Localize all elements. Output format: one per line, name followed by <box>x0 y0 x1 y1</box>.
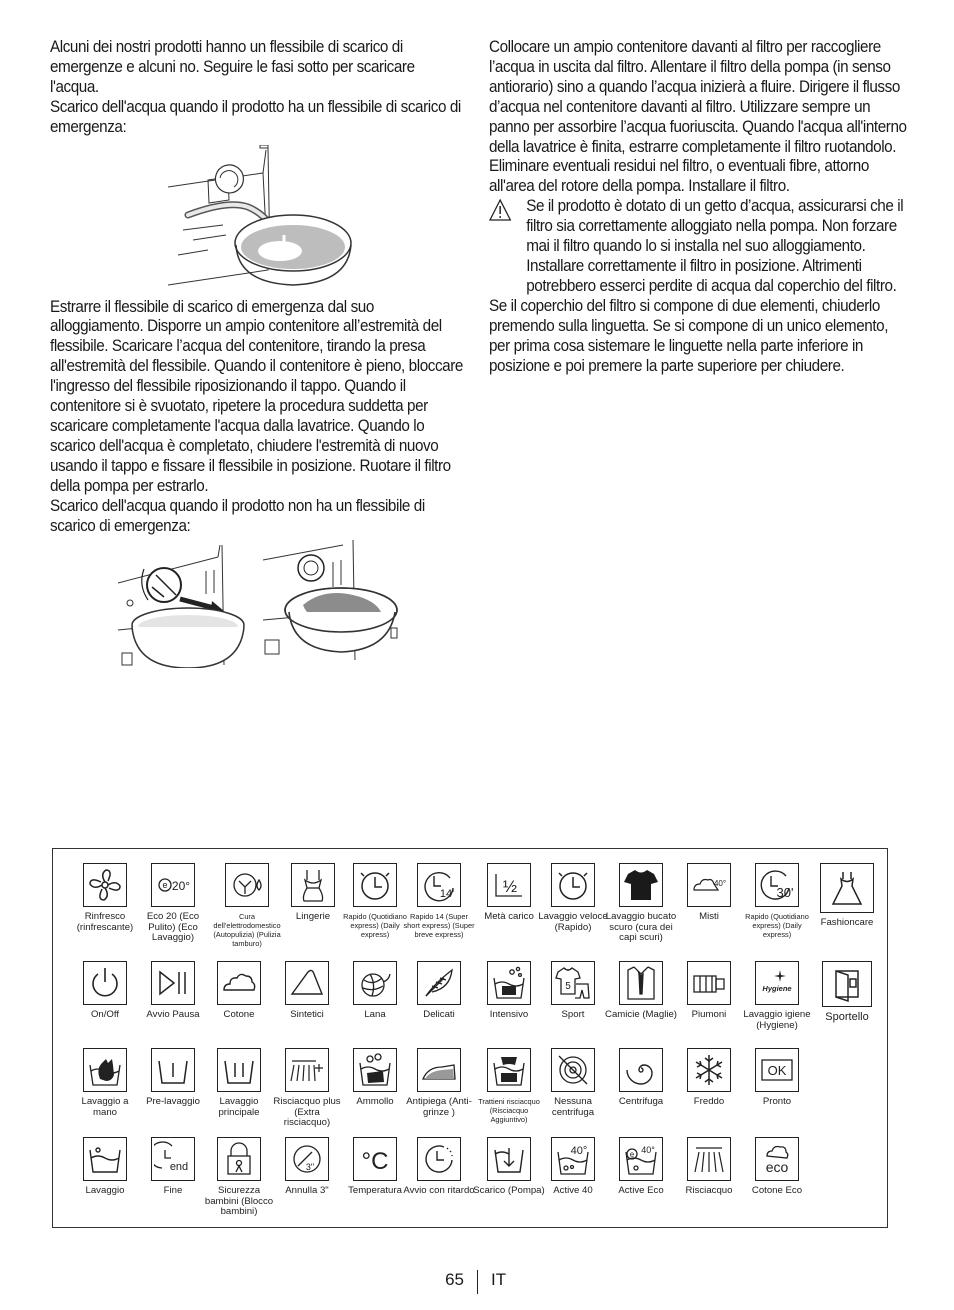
legend-item-active-eco: e 40° Active Eco <box>605 1137 677 1197</box>
synthetic-icon <box>288 964 326 1002</box>
legend-item-centrifuga: Centrifuga <box>605 1048 677 1108</box>
main-wash-icon <box>220 1051 258 1089</box>
rinse-hold-icon <box>490 1051 528 1089</box>
page-number: 65 <box>445 1270 464 1289</box>
dress-icon <box>828 869 866 907</box>
without-hose-heading: Scarico dell'acqua quando il prodotto non ha un flessibile di scarico di emergenza: <box>50 496 425 535</box>
clock-fast-icon <box>554 866 592 904</box>
legend-item-rapido-1: Rapido (Quotidiano express) (Daily express) <box>339 863 411 939</box>
door-icon <box>828 965 866 1003</box>
no-spin-icon <box>554 1051 592 1089</box>
language-code: IT <box>491 1270 507 1289</box>
svg-text:e: e <box>629 1150 635 1159</box>
child-lock-icon <box>220 1140 258 1178</box>
legend-item-lavaggio-veloce: Lavaggio veloce (Rapido) <box>537 863 609 933</box>
duvet-icon <box>690 964 728 1002</box>
illustration-pump-filter-drain <box>118 545 256 668</box>
svg-text:½: ½ <box>502 877 518 896</box>
legend-item-cotone: Cotone <box>203 961 275 1021</box>
intensive-icon <box>490 964 528 1002</box>
legend-item-sport: 5 Sport <box>537 961 609 1021</box>
clock-30-icon <box>758 866 796 904</box>
symbol-legend <box>52 848 888 1228</box>
legend-item-temperatura: °C Temperatura <box>339 1137 411 1197</box>
spin-icon <box>622 1051 660 1089</box>
warning-icon <box>489 199 511 221</box>
svg-text:40°: 40° <box>641 1145 655 1155</box>
legend-item-bucato-scuro: Lavaggio bucato scuro (cura dei capi scuri) <box>605 863 677 944</box>
legend-item-intensivo: Intensivo <box>473 961 545 1021</box>
legend-item-rinfresco: Rinfresco (rinfrescante) <box>69 863 141 933</box>
snowflake-icon <box>690 1051 728 1089</box>
legend-item-sintetici: Sintetici <box>271 961 343 1021</box>
legend-item-avvio-pausa: Avvio Pausa <box>137 961 209 1021</box>
svg-text:3": 3" <box>305 1162 315 1172</box>
cotton-icon <box>220 964 258 1002</box>
rinse-plus-icon <box>288 1051 326 1089</box>
mixed-icon <box>690 866 728 904</box>
legend-item-lavaggio-mano: Lavaggio a mano <box>69 1048 141 1118</box>
temperature-icon <box>356 1140 394 1178</box>
play-pause-icon <box>154 964 192 1002</box>
legend-item-rapido-30: 30' Rapido (Quotidiano express) (Daily express) <box>741 863 813 939</box>
svg-text:eco: eco <box>765 1159 789 1175</box>
cover-instructions: Se il coperchio del filtro si compone di due elementi, chiuderlo premendo sulla linguetta. Se si compone di un unico elemento, per prima cosa sistemare le linguette nella parte inferiore in posizione e poi premere la parte superiore per chiudere. <box>489 296 889 375</box>
footer-divider <box>477 1270 478 1294</box>
legend-item-avvio-ritardo: Avvio con ritardo <box>403 1137 475 1197</box>
ok-icon <box>758 1051 796 1089</box>
illustration-basin-water <box>263 540 403 668</box>
warning-block <box>489 197 908 297</box>
wool-icon <box>356 964 394 1002</box>
feather-icon <box>420 964 458 1002</box>
legend-item-camicie: Camicie (Maglie) <box>605 961 677 1021</box>
filter-instructions: Collocare un ampio contenitore davanti al filtro per raccogliere l’acqua in uscita dal filtro. Allentare il filtro della pompa (in senso antiorario) sino a quando l’acqua inizierà a fluire. Dirigere il flusso d’acqua nel contenitore davanti al filtro. Utilizzare sempre un panno per assorbire l’acqua fuoriuscita. Quando l'acqua all'interno della lavatrice è finita, estrarre completamente il filtro ruotandolo. Eliminare eventuali residui nel filtro, o eventuali fibre, attorno all'area del rotore della pompa. Installare il filtro. <box>489 38 907 196</box>
svg-text:Hygiene: Hygiene <box>762 984 792 993</box>
legend-item-fashioncare: Fashioncare <box>811 863 883 929</box>
with-hose-heading: Scarico dell'acqua quando il prodotto ha un flessibile di scarico di emergenza: <box>50 97 461 136</box>
active-eco-icon <box>622 1140 660 1178</box>
lingerie-icon <box>294 866 332 904</box>
legend-item-pre-lavaggio: Pre-lavaggio <box>137 1048 209 1108</box>
legend-item-rapido-14: 14' Rapido 14 (Super short express) (Super breve express) <box>403 863 475 939</box>
hose-instructions: Estrarre il flessibile di scarico di emergenza dal suo alloggiamento. Disporre un ampio contenitore all’estremità del flessibile. Scaricare l’acqua del contenitore, tirando la presa all'estremità del flessibile. Quando il contenitore è pieno, bloccare l'ingresso del flessibile riposizionando il tappo. Quando il contenitore si è svuotato, ripetere la procedura suddetta per scaricare completamente l'acqua dalla lavatrice. Quando lo scarico dell'acqua è completato, chiudere l'estremità di nuovo usando il tappo e fissare il flessibile in posizione. Ruotare il filtro della pompa per estrarlo. <box>50 297 463 495</box>
legend-item-lavaggio-principale: Lavaggio principale <box>203 1048 275 1118</box>
legend-item-cura: Cura dell'elettrodomestico (Autopulizia) (Pulizia tamburo) <box>211 863 283 948</box>
legend-item-annulla: 3" Annulla 3" <box>271 1137 343 1197</box>
svg-text:40°: 40° <box>570 1145 588 1157</box>
fan-icon <box>86 866 124 904</box>
legend-item-scarico: Scarico (Pompa) <box>473 1137 545 1197</box>
legend-item-misti: 40° Misti <box>673 863 745 923</box>
wash-icon <box>86 1140 124 1178</box>
legend-item-eco20: e 20° Eco 20 (Eco Pulito) (Eco Lavaggio) <box>137 863 209 944</box>
legend-item-on-off: On/Off <box>69 961 141 1021</box>
legend-item-antipiega: Antipiega (Anti-grinze ) <box>403 1048 475 1118</box>
cotton-eco-icon <box>758 1140 796 1178</box>
svg-text:end: end <box>169 1161 189 1173</box>
illustration-emergency-hose <box>168 145 358 295</box>
active40-icon <box>554 1140 592 1178</box>
soak-icon <box>356 1051 394 1089</box>
legend-item-lavaggio: Lavaggio <box>69 1137 141 1197</box>
legend-item-lingerie: Lingerie <box>277 863 349 923</box>
legend-item-nessuna-centrifuga: Nessuna centrifuga <box>537 1048 609 1118</box>
svg-text:40°: 40° <box>713 879 727 888</box>
hand-wash-icon <box>86 1051 124 1089</box>
legend-item-cotone-eco: eco Cotone Eco <box>741 1137 813 1197</box>
dark-tshirt-icon <box>622 866 660 904</box>
cancel-3-icon <box>288 1140 326 1178</box>
delay-start-icon <box>420 1140 458 1178</box>
clock-icon <box>356 866 394 904</box>
half-load-icon <box>490 866 528 904</box>
prewash-icon <box>154 1051 192 1089</box>
legend-item-lana: Lana <box>339 961 411 1021</box>
legend-item-risciacquo-plus: Risciacquo plus (Extra risciacquo) <box>271 1048 343 1129</box>
intro-paragraph: Alcuni dei nostri prodotti hanno un flessibile di scarico di emergenze e alcuni no. Seguire le fasi sotto per scaricare l'acqua. <box>50 38 415 96</box>
hygiene-icon <box>758 964 796 1002</box>
legend-item-piumoni: Piumoni <box>673 961 745 1021</box>
svg-text:e: e <box>162 880 168 890</box>
legend-item-delicati: Delicati <box>403 961 475 1021</box>
svg-text:14': 14' <box>439 888 455 900</box>
drain-icon <box>490 1140 528 1178</box>
legend-item-fine: end Fine <box>137 1137 209 1197</box>
power-icon <box>86 964 124 1002</box>
legend-item-sicurezza-bambini: Sicurezza bambini (Blocco bambini) <box>203 1137 275 1218</box>
svg-text:20°: 20° <box>171 879 191 893</box>
legend-item-igiene: Hygiene Lavaggio igiene (Hygiene) <box>741 961 813 1031</box>
rinse-icon <box>690 1140 728 1178</box>
shirt-icon <box>622 964 660 1002</box>
svg-text:30': 30' <box>776 885 794 900</box>
sport-icon <box>554 964 592 1002</box>
page-footer <box>0 1270 954 1294</box>
drum-care-icon <box>228 866 266 904</box>
svg-text:5: 5 <box>565 981 571 992</box>
legend-item-meta-carico: ½ Metà carico <box>473 863 545 923</box>
legend-item-freddo: Freddo <box>673 1048 745 1108</box>
svg-text:OK: OK <box>767 1063 787 1078</box>
legend-item-pronto: OK Pronto <box>741 1048 813 1108</box>
eco20-icon <box>154 866 192 904</box>
svg-text:°C: °C <box>361 1148 389 1175</box>
iron-icon <box>420 1051 458 1089</box>
legend-item-active40: 40° Active 40 <box>537 1137 609 1197</box>
warning-text: Se il prodotto è dotato di un getto d’acqua, assicurarsi che il filtro sia correttamente alloggiato nella pompa. Non forzare mai il filtro quando lo si installa nel suo alloggiamento. Installare correttamente il filtro in posizione. Altrimenti potrebbero esserci perdite di acqua dal coperchio del filtro. <box>526 197 904 295</box>
end-icon <box>154 1140 192 1178</box>
right-column <box>489 38 908 376</box>
legend-item-risciacquo: Risciacquo <box>673 1137 745 1197</box>
clock-14-icon <box>420 866 458 904</box>
legend-item-trattieni-risciacquo: Trattieni risciacquo (Risciacquo Aggiuntivo) <box>473 1048 545 1124</box>
legend-item-sportello: Sportello <box>811 961 883 1023</box>
legend-item-ammollo: Ammollo <box>339 1048 411 1108</box>
